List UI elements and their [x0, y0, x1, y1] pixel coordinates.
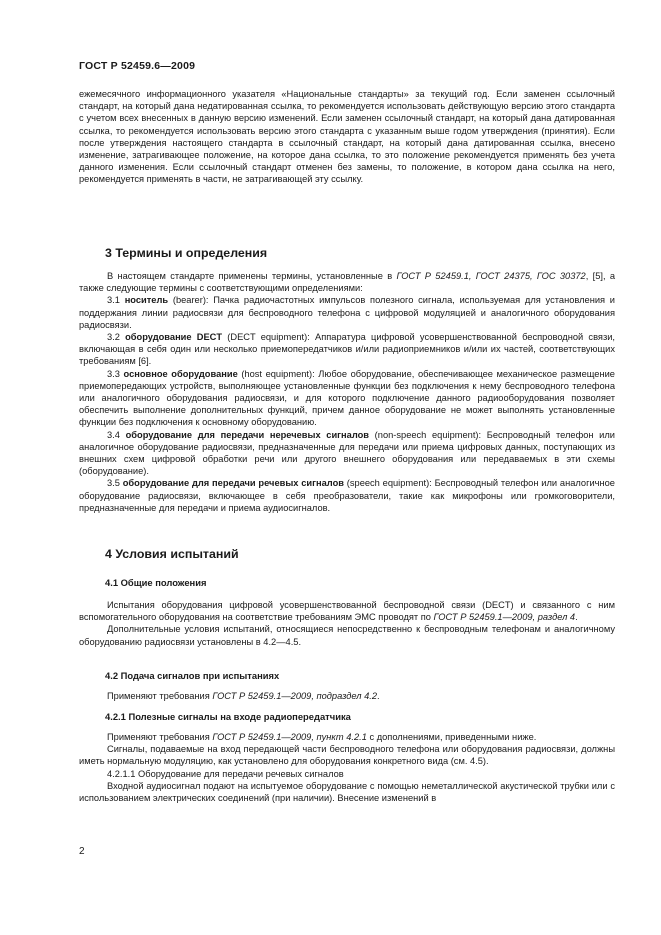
section-4-2-1-paragraph-1: Применяют требования ГОСТ Р 52459.1—2009, пункт 4.2.1 с дополнениями, приведенными ниже. — [107, 732, 537, 742]
intro-paragraph: ежемесячного информационного указателя «Национальные стандарты» за текущий год. Если заменен ссылочный стандарт, на который дана недатированная ссылка, то рекомендуется использовать действующую версию этого стандарта с учетом всех внесенных в данную версию изменений. Если заменен ссылочный стандарт, на который дана датированная ссылка, то рекомендуется использовать версию этого стандарта с указанным выше годом утверждения (принятия). Если после утверждения настоящего стандарта в ссылочный стандарт, на который дана датированная ссылка, внесено изменение, затрагивающее положение, на которое дана ссылка, то это положение рекомендуется применять без учета данного изменения. Если ссылочный стандарт отменен без замены, то положение, в котором дана ссылка на него, рекомендуется применять в части, не затрагивающей эту ссылку. — [79, 89, 615, 185]
document-header: ГОСТ Р 52459.6—2009 — [79, 60, 196, 72]
section-4-1-heading: 4.1 Общие положения — [105, 577, 207, 588]
section-4-2-heading: 4.2 Подача сигналов при испытаниях — [105, 670, 280, 681]
section-3-lead: В настоящем стандарте применены термины, установленные в ГОСТ Р 52459.1, ГОСТ 24375, ГОС 30372, [5], а также следующие термины с соответствующими определениями: — [79, 271, 615, 294]
section-4-2-1-1-paragraph: Входной аудиосигнал подают на испытуемое оборудование с помощью неметаллической акустической трубки или с использованием электрических соединений (при наличии). Внесение изменений в — [79, 780, 615, 804]
section-3-body — [79, 270, 615, 514]
term-3-2: 3.2 оборудование DECT (DECT equipment): Аппаратура цифровой усовершенствованной беспроводной связи, включающая в себя один или несколько приемопередатчиков и/или радиоприемников и/или их частей, соответствующих требованиям [6]. — [79, 332, 615, 367]
section-4-2-1-body — [79, 731, 615, 804]
section-4-2-paragraph: Применяют требования ГОСТ Р 52459.1—2009, подраздел 4.2. — [107, 691, 380, 701]
section-4-2-1-heading: 4.2.1 Полезные сигналы на входе радиопередатчика — [105, 711, 351, 722]
term-3-4: 3.4 оборудование для передачи неречевых сигналов (non-speech equipment): Беспроводный телефон или аналогичное оборудование радиосвязи, предназначенные для передачи или приема цифровых данных, поступающих из внешних схем цифровой обработки речи или другого внешнего оборудования или передаваемых в эти схемы (оборудование). — [79, 429, 615, 477]
section-4-heading: 4 Условия испытаний — [105, 547, 239, 561]
section-4-1-body — [79, 599, 615, 648]
intro-paragraph-block — [79, 88, 615, 186]
page-number: 2 — [79, 846, 85, 857]
term-3-1: 3.1 носитель (bearer): Пачка радиочастотных импульсов полезного сигнала, используемая для установления и поддержания линии радиосвязи для беспроводного телефона с цифровой модуляцией и аналогичного оборудования радиосвязи. — [79, 295, 615, 330]
term-3-5: 3.5 оборудование для передачи речевых сигналов (speech equipment): Беспроводный телефон или аналогичное оборудование радиосвязи, включающее в себя преобразователи, такие как микрофоны или громкоговорители, предназначенные для передачи и приема аудиосигналов. — [79, 478, 615, 513]
section-3-heading: 3 Термины и определения — [105, 246, 268, 260]
term-3-3: 3.3 основное оборудование (host equipment): Любое оборудование, обеспечивающее механическое размещение приемопередающих устройств, выполняющее установленные функции без подключения к нему беспроводного телефона или аналогичного оборудования радиосвязи, и для которого подключение данного радиооборудования позволяет обеспечить выполнение дополнительных функций, причем данное оборудование не может выполнять установленные функции без подключения к основному оборудованию. — [79, 368, 615, 428]
section-4-2-1-paragraph-2: Сигналы, подаваемые на вход передающей части беспроводного телефона или оборудования радиосвязи, должны иметь нормальную модуляцию, как установлено для оборудования конкретного вида (см. 4.5). — [79, 744, 615, 767]
section-4-1-paragraph-2: Дополнительные условия испытаний, относящиеся непосредственно к беспроводным телефонам и аналогичному оборудованию радиосвязи установлены в 4.2—4.5. — [79, 624, 615, 647]
section-4-1-paragraph-1: Испытания оборудования цифровой усовершенствованной беспроводной связи (DECT) и связанного с ним вспомогательного оборудования на соответствие требованиям ЭМС проводят по ГОСТ Р 52459.1—2009, раздел 4. — [79, 600, 615, 623]
section-4-2-1-1-heading: 4.2.1.1 Оборудование для передачи речевых сигналов — [107, 768, 344, 779]
section-4-2-body — [79, 690, 615, 702]
